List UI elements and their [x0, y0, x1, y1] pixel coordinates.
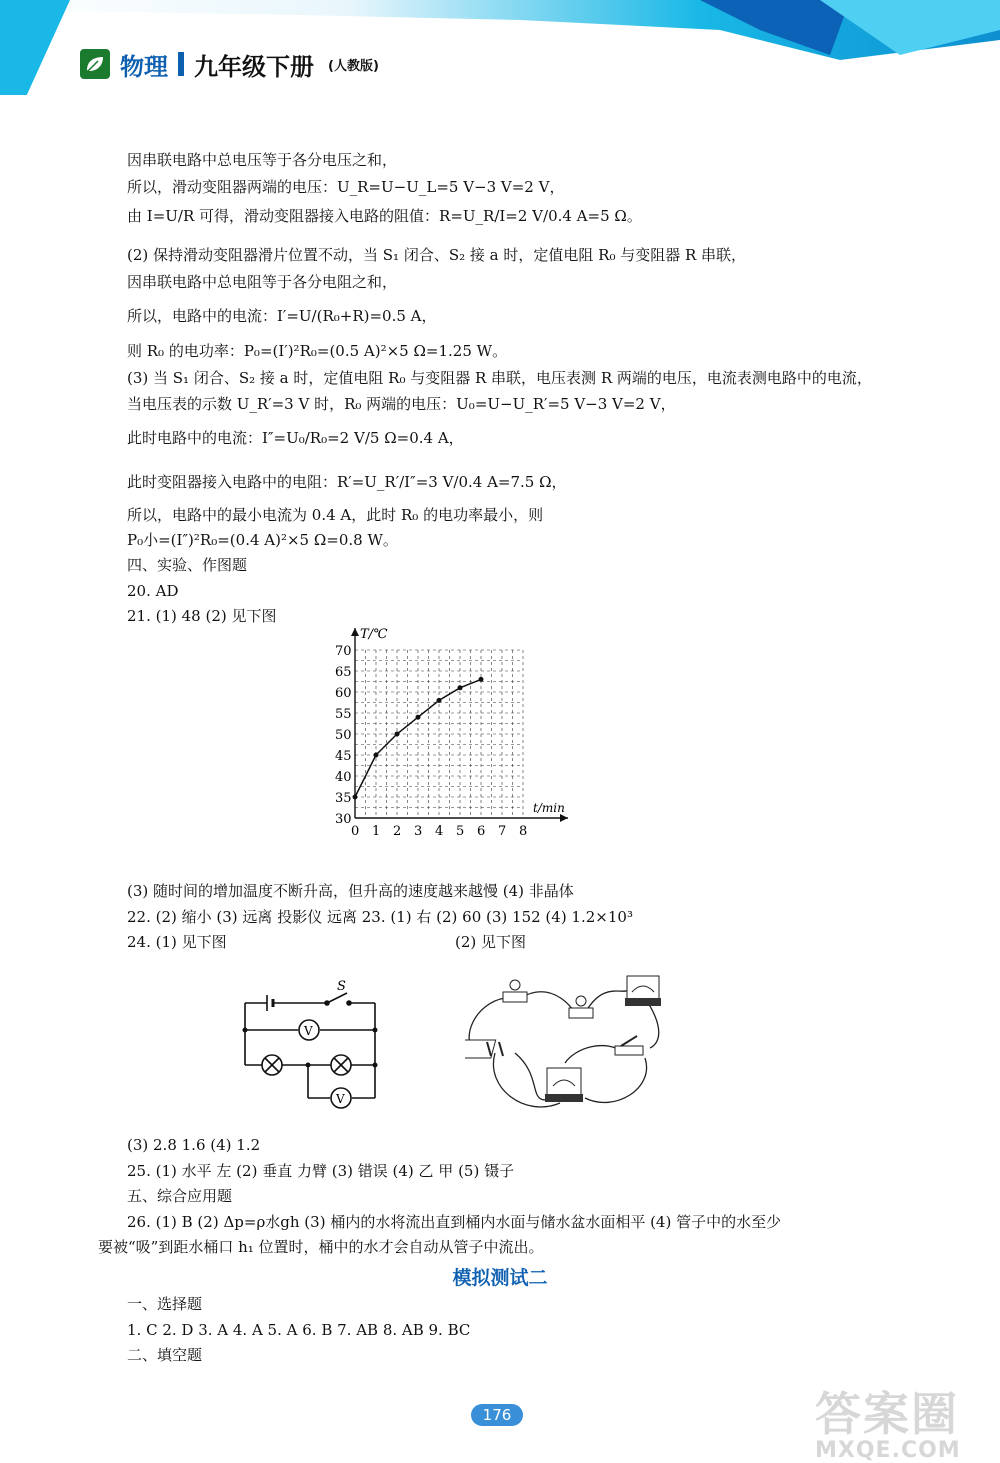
text-line: (3) 当 S₁ 闭合、S₂ 接 a 时，定值电阻 R₀ 与变阻器 R 串联，电压表测 R 两端的电压，电流表测电路中的电流， — [127, 369, 872, 387]
section-heading: 一、选择题 — [127, 1295, 203, 1313]
answer-line: 26. (1) B (2) Δp=ρ水gh (3) 桶内的水将流出直到桶内水面与储水盆水面相平 (4) 管子中的水至少 — [127, 1213, 782, 1231]
x-axis-label: t/min — [533, 801, 565, 815]
answer-line: 24. (1) 见下图 — [127, 933, 227, 951]
y-axis-label: T/℃ — [360, 627, 388, 642]
answer-line: 1. C 2. D 3. A 4. A 5. A 6. B 7. AB 8. AB 9. BC — [127, 1321, 471, 1339]
y-tick-label: 60 — [335, 686, 352, 701]
x-tick-label: 2 — [393, 824, 402, 839]
text-line: 当电压表的示数 U_R′=3 V 时，R₀ 两端的电压：U₀=U−U_R′=5 V−3 V=2 V， — [127, 395, 676, 413]
text-line: 所以，滑动变阻器两端的电压：U_R=U−U_L=5 V−3 V=2 V， — [127, 178, 565, 196]
switch-label: S — [337, 979, 346, 994]
answer-line: 22. (2) 缩小 (3) 远离 投影仪 远离 23. (1) 右 (2) 60 (3) 152 (4) 1.2×10³ — [127, 908, 633, 926]
text-line: 所以，电路中的最小电流为 0.4 A，此时 R₀ 的电功率最小，则 — [127, 506, 544, 524]
circuit-diagram-schematic — [235, 978, 385, 1113]
data-point — [353, 795, 358, 800]
y-tick-label: 65 — [335, 665, 352, 680]
x-tick-label: 3 — [414, 824, 423, 839]
y-tick-label: 35 — [335, 791, 352, 806]
text-line: 因串联电路中总电阻等于各分电阻之和， — [127, 273, 398, 291]
data-point — [437, 698, 442, 703]
text-line: 此时电路中的电流：I″=U₀/R₀=2 V/5 Ω=0.4 A， — [127, 429, 464, 447]
x-tick-label: 4 — [435, 824, 444, 839]
x-tick-label: 0 — [351, 824, 360, 839]
answer-line: 要被“吸”到距水桶口 h₁ 位置时，桶中的水才会自动从管子中流出。 — [98, 1238, 544, 1256]
data-point — [395, 732, 400, 737]
data-point — [479, 677, 484, 682]
section-heading: 二、填空题 — [127, 1346, 203, 1364]
site-watermark — [815, 1378, 961, 1463]
answer-line: (3) 2.8 1.6 (4) 1.2 — [127, 1136, 261, 1154]
text-line: 由 I=U/R 可得，滑动变阻器接入电路的阻值：R=U_R/I=2 V/0.4 A=5 Ω。 — [127, 207, 642, 225]
answer-line: (3) 随时间的增加温度不断升高，但升高的速度越来越慢 (4) 非晶体 — [127, 882, 574, 900]
y-tick-label: 55 — [335, 707, 352, 722]
edition-label: (人教版) — [328, 58, 379, 74]
y-tick-label: 40 — [335, 770, 352, 785]
temperature-time-chart — [300, 618, 580, 848]
x-tick-label: 6 — [477, 824, 486, 839]
section-heading: 四、实验、作图题 — [127, 556, 248, 574]
y-tick-label: 30 — [335, 812, 352, 827]
header-separator — [178, 52, 184, 76]
x-tick-label: 7 — [498, 824, 507, 839]
answer-line: 25. (1) 水平 左 (2) 垂直 力臂 (3) 错误 (4) 乙 甲 (5) 镊子 — [127, 1162, 515, 1180]
book-header — [80, 44, 379, 84]
voltmeter-label: V — [304, 1024, 313, 1038]
answer-line: 21. (1) 48 (2) 见下图 — [127, 607, 277, 625]
x-tick-label: 5 — [456, 824, 465, 839]
y-tick-label: 45 — [335, 749, 352, 764]
y-axis-arrow-icon — [351, 628, 359, 636]
answer-line: (2) 见下图 — [455, 933, 527, 951]
x-axis-arrow-icon — [560, 814, 568, 822]
text-line: 此时变阻器接入电路中的电阻：R′=U_R′/I″=3 V/0.4 A=7.5 Ω， — [127, 473, 567, 491]
voltmeter-label: V — [336, 1092, 345, 1106]
y-tick-label: 70 — [335, 644, 352, 659]
text-line: 则 R₀ 的电功率：P₀=(I′)²R₀=(0.5 A)²×5 Ω=1.25 W。 — [127, 342, 508, 360]
grade-title: 九年级下册 — [194, 52, 314, 81]
data-point — [374, 753, 379, 758]
text-line: 所以，电路中的电流：I′=U/(R₀+R)=0.5 A， — [127, 307, 437, 325]
data-point — [416, 715, 421, 720]
text-line: 因串联电路中总电压等于各分电压之和， — [127, 151, 398, 169]
page-number: 176 — [471, 1404, 523, 1426]
section-title: 模拟测试二 — [452, 1267, 548, 1289]
data-curve — [355, 679, 481, 797]
watermark-url: MXQE.COM — [815, 1438, 961, 1463]
text-line: P₀小=(I″)²R₀=(0.4 A)²×5 Ω=0.8 W。 — [127, 531, 398, 549]
x-tick-label: 8 — [519, 824, 528, 839]
subject-title: 物理 — [120, 52, 168, 81]
answer-line: 20. AD — [127, 582, 179, 600]
circuit-diagram-physical — [465, 968, 670, 1118]
text-line: (2) 保持滑动变阻器滑片位置不动，当 S₁ 闭合、S₂ 接 a 时，定值电阻 R₀ 与变阻器 R 串联， — [127, 246, 747, 264]
x-tick-label: 1 — [372, 824, 381, 839]
section-heading: 五、综合应用题 — [127, 1187, 233, 1205]
leaf-logo-icon — [80, 49, 110, 79]
watermark-title: 答案圈 — [815, 1387, 959, 1441]
data-point — [458, 685, 463, 690]
y-tick-label: 50 — [335, 728, 352, 743]
